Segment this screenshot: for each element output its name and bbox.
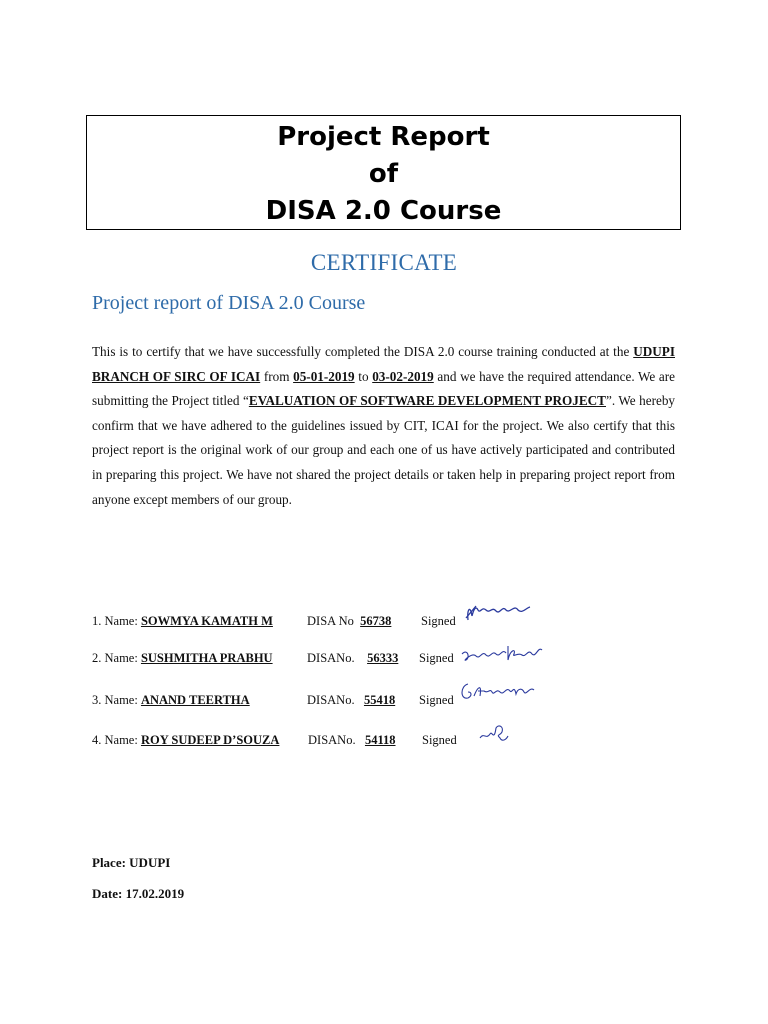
disa-number: 55418 bbox=[363, 693, 396, 707]
member-prefix: 2. Name: bbox=[92, 651, 141, 665]
disa-number: 54118 bbox=[364, 733, 396, 747]
signature-4 bbox=[476, 720, 516, 748]
from-date: 05-01-2019 bbox=[293, 368, 355, 384]
para-text-2: from bbox=[260, 368, 294, 384]
title-line-1: Project Report bbox=[277, 122, 490, 152]
place: Place: UDUPI bbox=[92, 855, 171, 870]
member-prefix: 4. Name: bbox=[92, 733, 141, 747]
certificate-paragraph bbox=[92, 340, 675, 512]
member-name: ROY SUDEEP D’SOUZA bbox=[140, 733, 280, 747]
disa-label: DISANo. bbox=[307, 651, 355, 665]
member-disa bbox=[307, 651, 398, 666]
member-name-line bbox=[92, 651, 273, 666]
signed-label: Signed bbox=[419, 693, 454, 707]
signed-label: Signed bbox=[419, 651, 454, 665]
member-disa bbox=[308, 733, 396, 748]
member-name: SUSHMITHA PRABHU bbox=[140, 651, 273, 665]
para-text-3: to bbox=[354, 368, 373, 384]
member-name: SOWMYA KAMATH M bbox=[140, 614, 273, 628]
disa-label: DISANo. bbox=[307, 693, 355, 707]
signed-label: Signed bbox=[422, 733, 457, 747]
title-line-2: of bbox=[368, 159, 399, 189]
disa-label: DISA No bbox=[307, 614, 354, 628]
member-name-line bbox=[92, 693, 250, 708]
date: Date: 17.02.2019 bbox=[92, 886, 185, 901]
member-disa bbox=[307, 693, 395, 708]
member-prefix: 1. Name: bbox=[92, 614, 141, 628]
title-box bbox=[86, 115, 681, 230]
to-date: 03-02-2019 bbox=[372, 368, 434, 384]
title-line-3: DISA 2.0 Course bbox=[265, 196, 502, 226]
signature-3 bbox=[458, 676, 538, 706]
signature-2 bbox=[458, 638, 548, 668]
signed-label: Signed bbox=[421, 614, 456, 628]
para-text-5: ”. We hereby confirm that we have adhered to the guidelines issued by CIT, ICAI for the project. We also certify that this project report is the original work of our group and each one of us have actively participated and contributed in preparing this project. We have not shared the project details or taken help in preparing project report from anyone except members of our group. bbox=[92, 393, 676, 507]
para-text-4: and we have the required attendance. We are submitting the Project titled “ bbox=[92, 368, 675, 409]
disa-number: 56333 bbox=[367, 651, 399, 665]
member-disa bbox=[307, 614, 391, 629]
para-text-1: This is to certify that we have successfully completed the DISA 2.0 course training conducted at the bbox=[92, 344, 634, 359]
disa-number: 56738 bbox=[360, 614, 392, 628]
signature-1 bbox=[462, 598, 534, 628]
project-title: EVALUATION OF SOFTWARE DEVELOPMENT PROJECT bbox=[248, 393, 606, 409]
disa-label: DISANo. bbox=[308, 733, 356, 747]
certificate-heading: CERTIFICATE bbox=[310, 250, 458, 275]
member-name-line bbox=[92, 614, 273, 629]
sub-heading: Project report of DISA 2.0 Course bbox=[92, 292, 366, 314]
member-name: ANAND TEERTHA bbox=[140, 693, 250, 707]
branch-name: UDUPI BRANCH OF SIRC OF ICAI bbox=[92, 344, 675, 384]
member-prefix: 3. Name: bbox=[92, 693, 141, 707]
member-name-line bbox=[92, 733, 279, 748]
